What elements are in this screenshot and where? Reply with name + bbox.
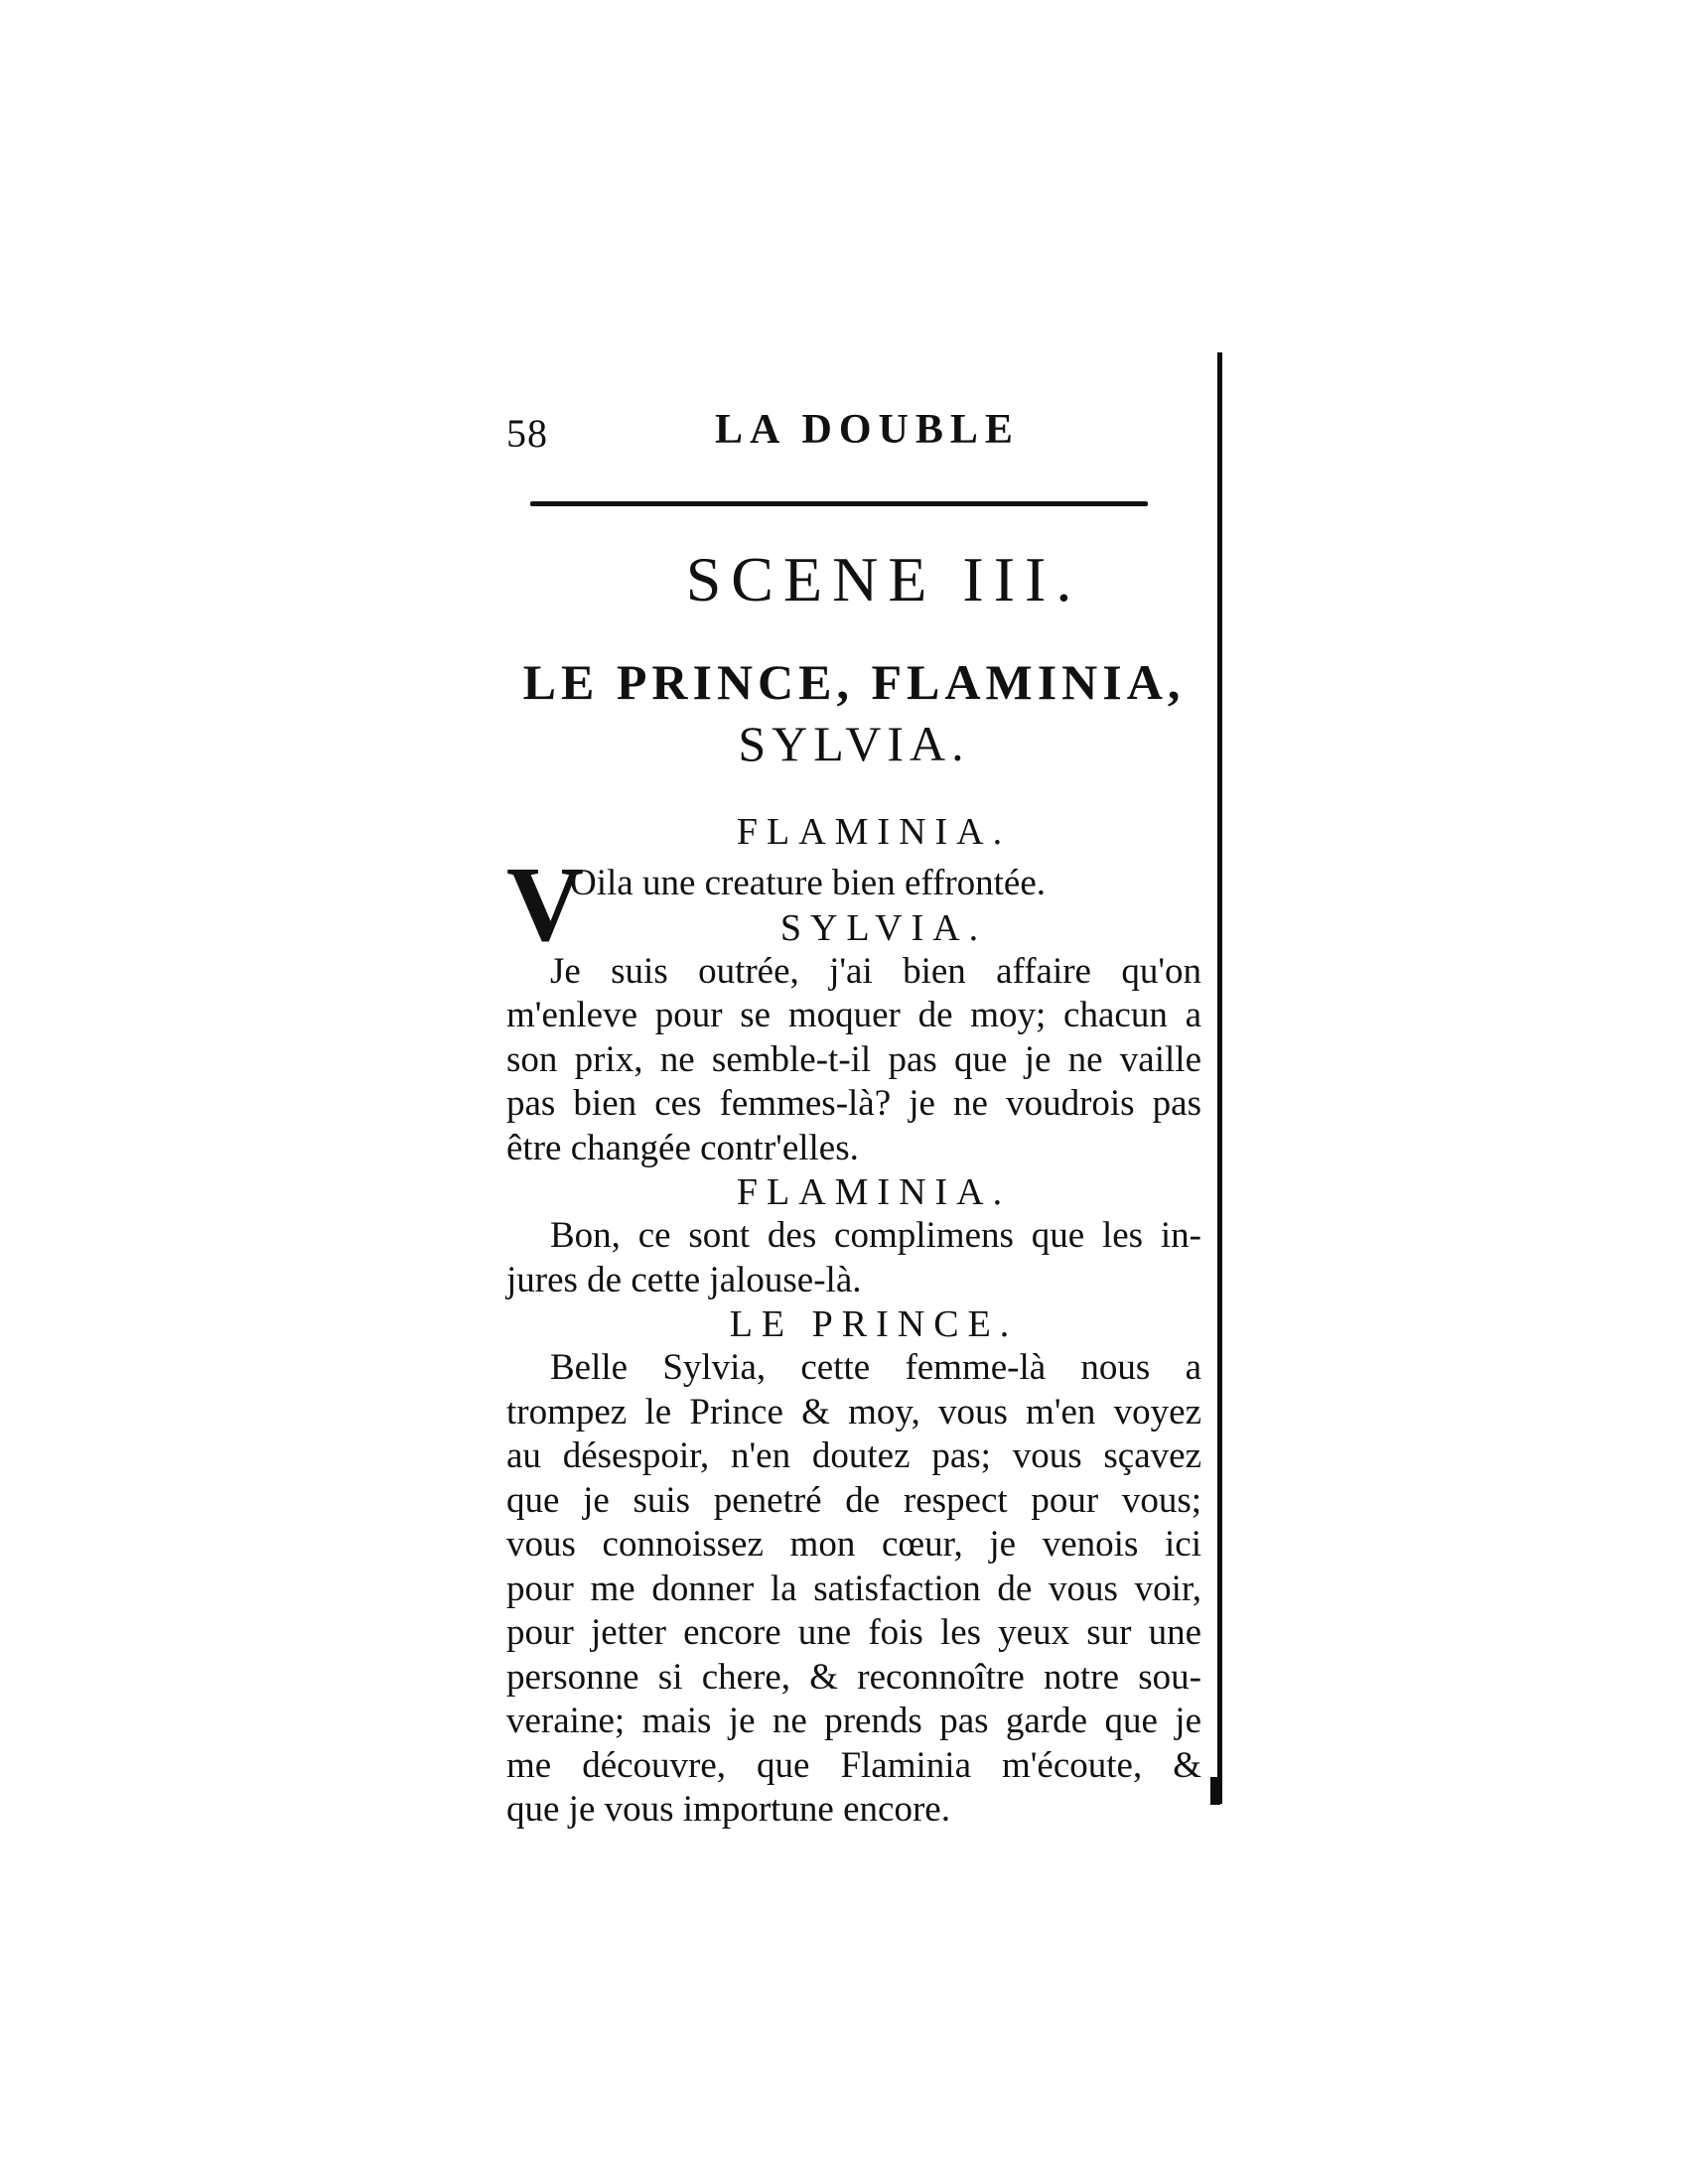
- speech-line: trompez le Prince & moy, vous m'en voyez: [506, 1391, 1201, 1433]
- speech-line: au désespoir, n'en doutez pas; vous sçavez: [506, 1435, 1201, 1476]
- character-list-line: SYLVIA.: [738, 716, 970, 771]
- speech: [506, 846, 1201, 964]
- speech-line: Bon, ce sont des complimens que les in-: [550, 1215, 1201, 1256]
- drop-cap: V: [506, 846, 584, 964]
- speech-line: que je suis penetré de respect pour vous;: [506, 1479, 1201, 1521]
- speech-line: personne si chere, & reconnoître notre sou-: [506, 1656, 1201, 1698]
- speaker-name: FLAMINIA.: [736, 1171, 1012, 1213]
- speaker-name: FLAMINIA.: [736, 811, 1012, 853]
- speech-line: vous connoissez mon cœur, je venois ici: [506, 1524, 1201, 1565]
- character-list: [506, 651, 1201, 774]
- speech-line: son prix, ne semble-t-il pas que je ne vaille: [506, 1038, 1201, 1080]
- speech-line: Je suis outrée, j'ai bien affaire qu'on: [550, 950, 1201, 992]
- binding-mark: [1210, 1777, 1220, 1805]
- speech-line: Belle Sylvia, cette femme-là nous a: [550, 1347, 1201, 1388]
- speech-line: pour me donner la satisfaction de vous voir,: [506, 1568, 1201, 1609]
- speech-line: que je vous importune encore.: [506, 1789, 950, 1830]
- speaker-name: SYLVIA.: [779, 906, 988, 949]
- speech: [506, 1214, 1201, 1302]
- speech-line: jures de cette jalouse-là.: [506, 1259, 862, 1300]
- speech-line: me découvre, que Flaminia m'écoute, &: [506, 1744, 1201, 1786]
- running-head: [506, 402, 1201, 462]
- speech-line: être changée contr'elles.: [506, 1127, 859, 1168]
- character-list-line: LE PRINCE, FLAMINIA,: [522, 654, 1186, 710]
- speech: [506, 1346, 1201, 1833]
- speech-line: pour jetter encore une fois les yeux sur une: [506, 1612, 1201, 1653]
- speech-line: Oila une creature bien effrontée.: [570, 863, 1047, 903]
- speech: [506, 950, 1201, 1171]
- speech-line: m'enleve pour se moquer de moy; chacun a: [506, 995, 1201, 1035]
- binding-edge: [1217, 352, 1222, 1804]
- speaker-name: LE PRINCE.: [729, 1303, 1019, 1345]
- speech-line: veraine; mais je ne prends pas garde que je: [506, 1701, 1201, 1741]
- scene-heading: SCENE III.: [685, 544, 1082, 614]
- text-block: [506, 402, 1201, 1833]
- speech-line: pas bien ces femmes-là? je ne voudrois pas: [506, 1083, 1201, 1124]
- page-number: 58: [506, 411, 548, 456]
- running-title: LA DOUBLE: [715, 407, 1020, 453]
- head-rule: [530, 501, 1148, 506]
